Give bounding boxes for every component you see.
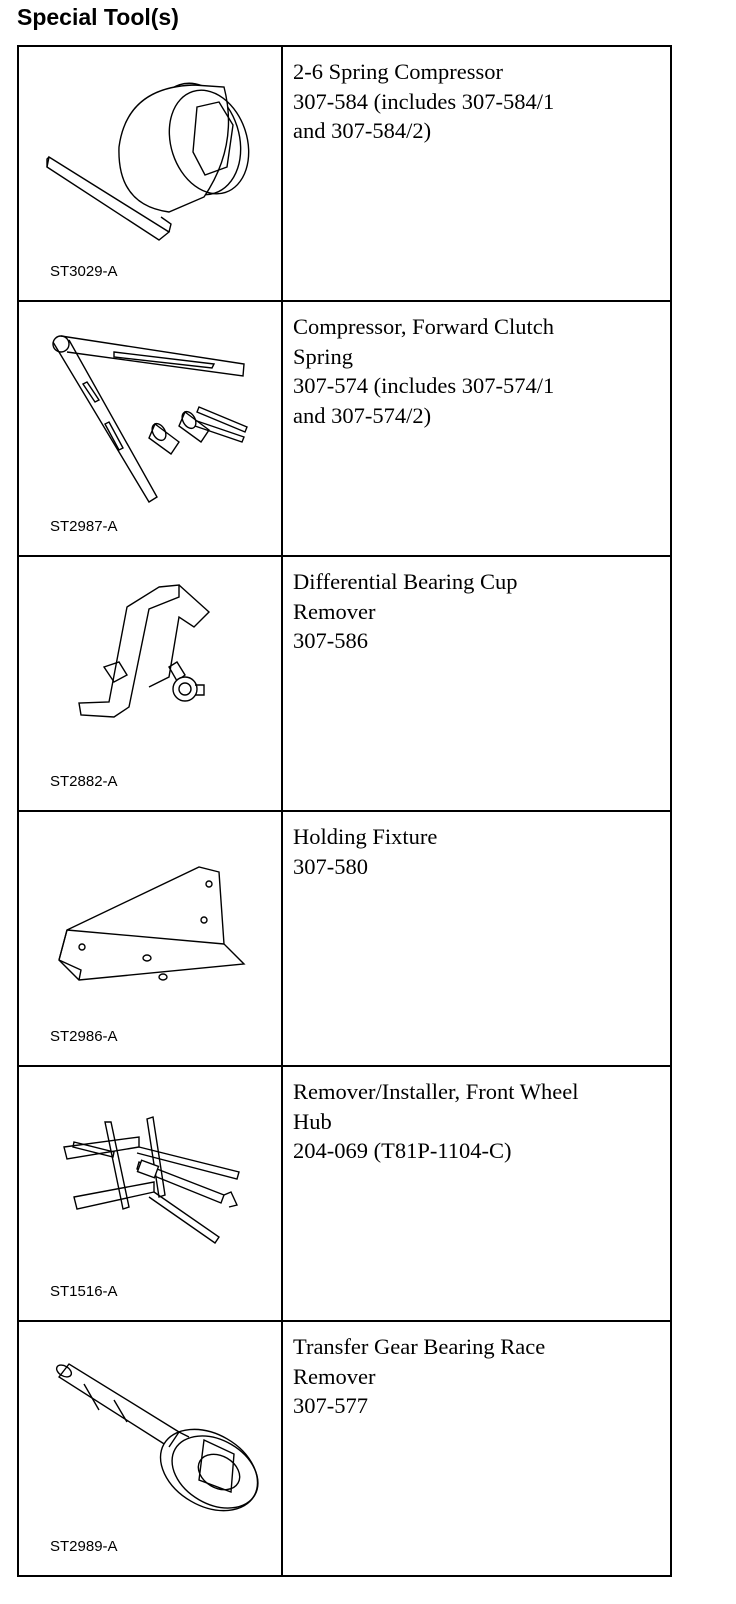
table-row [18, 1066, 671, 1321]
tool-illustration-cell [18, 811, 282, 1066]
table-row [18, 1321, 671, 1576]
tool-description-cell [282, 1321, 671, 1576]
spring-compressor-icon [19, 47, 283, 267]
tool-description-line: Transfer Gear Bearing Race [293, 1334, 546, 1359]
hub-remover-installer-icon [19, 1067, 283, 1287]
tool-description-cell [282, 46, 671, 301]
table-row [18, 556, 671, 811]
bearing-cup-remover-icon [19, 557, 283, 777]
tool-illustration-cell [18, 1066, 282, 1321]
clutch-spring-compressor-icon [19, 302, 283, 522]
tool-description-line: 2-6 Spring Compressor [293, 59, 503, 84]
tool-description-line: Remover [293, 598, 376, 624]
tool-description-line: Remover/Installer, Front Wheel [293, 1079, 579, 1104]
tool-description-line: Spring [293, 343, 354, 369]
tool-description-cell [282, 301, 671, 556]
tool-illustration-cell [18, 46, 282, 301]
tool-description-line: Differential Bearing Cup [293, 569, 518, 594]
tool-description-cell [282, 556, 671, 811]
tool-code: ST2987-A [50, 518, 118, 535]
tool-description-line: Remover [293, 1363, 376, 1389]
special-tools-table [17, 45, 672, 1577]
tool-description-line: 204-069 (T81P-1104-C) [293, 1138, 512, 1163]
tool-illustration-cell [18, 556, 282, 811]
tool-description-line: and 307-574/2) [293, 402, 432, 428]
tool-code: ST2989-A [50, 1538, 118, 1555]
tool-description-line: 307-584 (includes 307-584/1 [293, 88, 555, 114]
tool-code: ST2882-A [50, 773, 118, 790]
tool-description-line: Compressor, Forward Clutch [293, 314, 554, 339]
tool-description-line: Hub [293, 1108, 332, 1134]
race-remover-icon [19, 1322, 283, 1542]
holding-fixture-icon [19, 812, 283, 1032]
tool-description-line: 307-574 (includes 307-574/1 [293, 373, 555, 398]
tool-code: ST3029-A [50, 263, 118, 280]
tool-description-cell [282, 1066, 671, 1321]
section-heading: Special Tool(s) [17, 4, 179, 30]
table-row [18, 811, 671, 1066]
table-row [18, 301, 671, 556]
tool-description-line: 307-586 [293, 628, 368, 653]
table-row [18, 46, 671, 301]
tool-code: ST2986-A [50, 1028, 118, 1045]
tool-description-line: 307-577 [293, 1393, 368, 1418]
tool-description-cell [282, 811, 671, 1066]
tool-description-line: and 307-584/2) [293, 118, 432, 143]
tool-description-line: 307-580 [293, 853, 368, 879]
tool-code: ST1516-A [50, 1283, 118, 1300]
tool-description-line: Holding Fixture [293, 824, 438, 849]
tool-illustration-cell [18, 301, 282, 556]
tool-illustration-cell [18, 1321, 282, 1576]
